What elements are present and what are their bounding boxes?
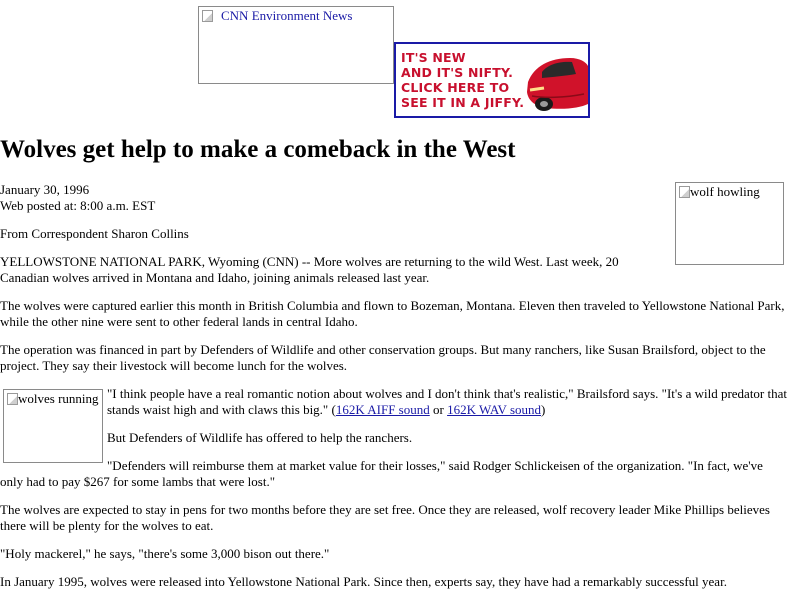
ad-text bbox=[401, 50, 531, 110]
ad-line: AND IT'S NIFTY. bbox=[401, 65, 514, 80]
cnn-environment-news-banner[interactable] bbox=[198, 6, 394, 84]
advertisement-banner[interactable] bbox=[394, 42, 590, 118]
wolves-running-image bbox=[3, 389, 103, 463]
ad-line: CLICK HERE TO bbox=[401, 80, 510, 95]
paragraph: The operation was financed in part by Defenders of Wildlife and other conservation groups. But many ranchers, like Susan Brailsford, object to the project. They say their livestock will become lunch for the wolves. bbox=[0, 342, 766, 373]
broken-image-icon bbox=[202, 10, 213, 22]
paragraph: "Defenders will reimburse them at market value for their losses," said Rodger Schlickeisen of the organization. "In fact, we've only had to pay $267 for some lambs that were lost." bbox=[0, 458, 763, 489]
byline: From Correspondent Sharon Collins bbox=[0, 226, 189, 241]
article-headline: Wolves get help to make a comeback in the West bbox=[0, 136, 516, 163]
wolves-running-alt-text: wolves running bbox=[18, 391, 99, 406]
wolf-howling-alt-text: wolf howling bbox=[690, 184, 760, 199]
broken-image-icon bbox=[7, 393, 18, 405]
wav-sound-link[interactable]: 162K WAV sound bbox=[447, 402, 542, 417]
wolf-howling-image bbox=[675, 182, 784, 265]
paragraph: The wolves are expected to stay in pens for two months before they are set free. Once they are released, wolf recovery leader Mike Phillips believes there will be plenty for the wolves to eat. bbox=[0, 502, 770, 533]
paragraph: In January 1995, wolves were released into Yellowstone National Park. Since then, experts say, they have had a remarkably successful year. bbox=[0, 574, 727, 589]
close-paren-text: ) bbox=[541, 402, 546, 417]
aiff-sound-link[interactable]: 162K AIFF sound bbox=[335, 402, 430, 417]
paragraph-quote bbox=[107, 386, 788, 418]
cnn-banner-alt-text: CNN Environment News bbox=[221, 8, 353, 23]
paragraph: The wolves were captured earlier this month in British Columbia and flown to Bozeman, Montana. Eleven then traveled to Yellowstone National Park, while the other nine were sent to other federal lands in central Idaho. bbox=[0, 298, 785, 329]
posted-time: Web posted at: 8:00 a.m. EST bbox=[0, 198, 156, 213]
ad-line: SEE IT IN A JIFFY. bbox=[401, 95, 525, 110]
paragraph: YELLOWSTONE NATIONAL PARK, Wyoming (CNN) -- More wolves are returning to the wild West. Last week, 20 Canadian wolves arrived in Montana and Idaho, joining animals released last year. bbox=[0, 254, 619, 285]
ad-line: IT'S NEW bbox=[401, 50, 466, 65]
red-car-icon bbox=[524, 52, 588, 114]
broken-image-icon bbox=[679, 186, 690, 198]
article-date: January 30, 1996 bbox=[0, 182, 90, 197]
paragraph: "Holy mackerel," he says, "there's some 3,000 bison out there." bbox=[0, 546, 330, 561]
paragraph: But Defenders of Wildlife has offered to help the ranchers. bbox=[107, 430, 413, 445]
or-text: or bbox=[429, 402, 448, 417]
quote-text: "I think people have a real romantic notion about wolves and I don't think that's realistic," Brailsford says. "It's a wild predator that stands waist high and with claws this big." ( bbox=[107, 386, 787, 417]
